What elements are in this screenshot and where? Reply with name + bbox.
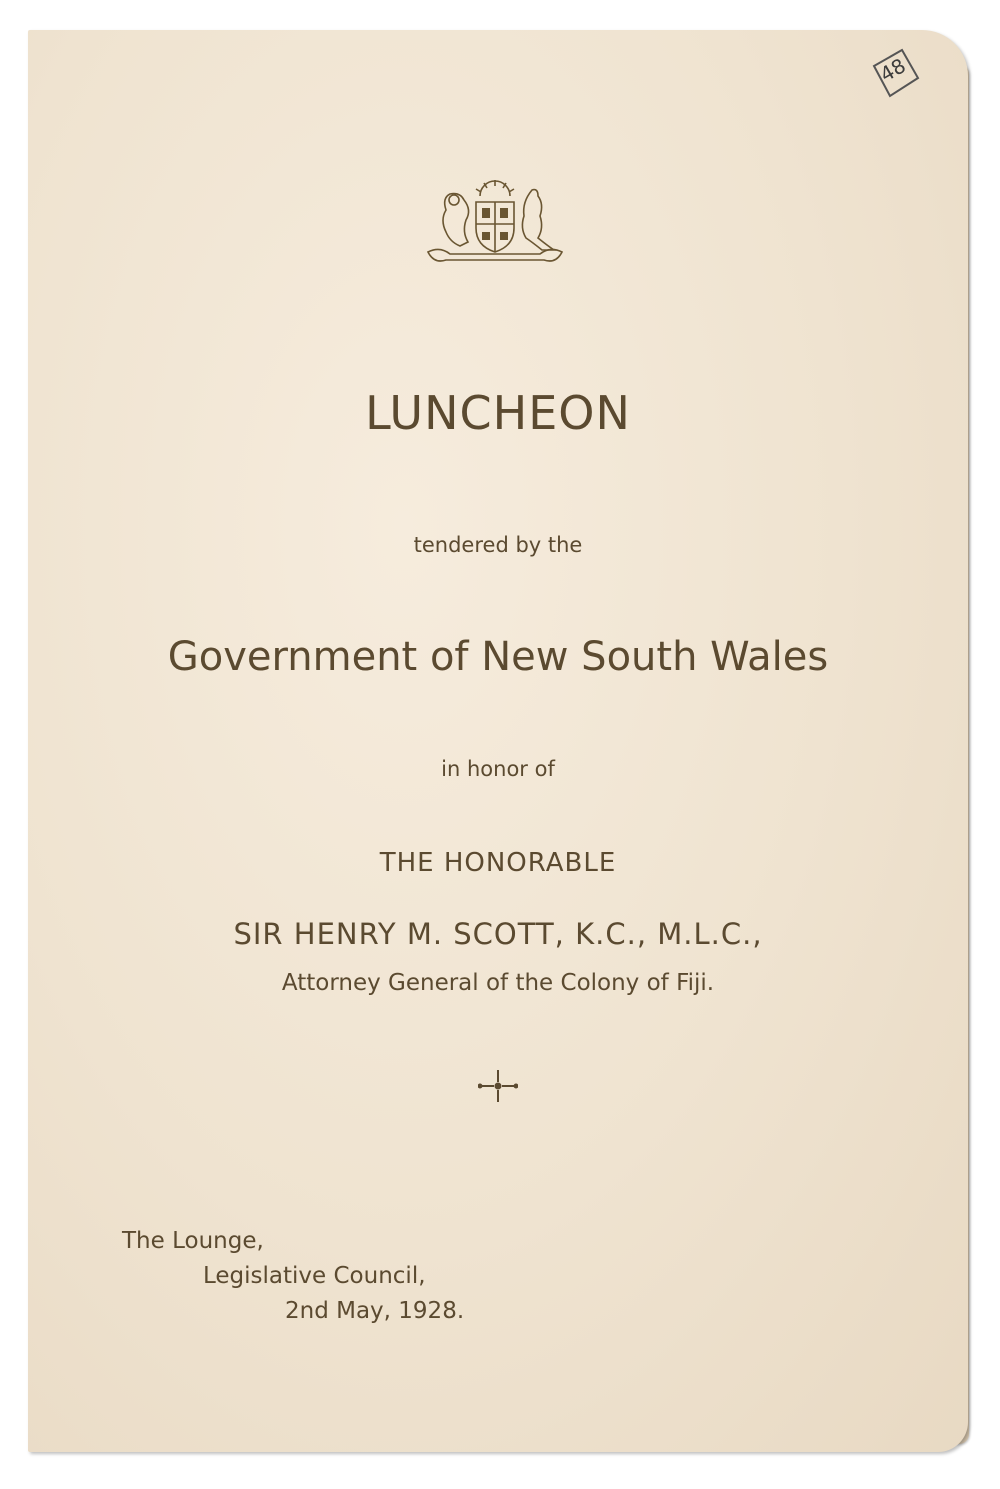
card-title: LUNCHEON: [365, 386, 631, 440]
date-line: 2nd May, 1928.: [285, 1298, 465, 1324]
host-name: Government of New South Wales: [167, 634, 829, 680]
nsw-coat-of-arms-icon: [420, 180, 570, 270]
guest-role: Attorney General of the Colony of Fiji.: [281, 970, 715, 996]
cross-ornament-icon: [478, 1068, 518, 1104]
venue-line-2: Legislative Council,: [203, 1263, 426, 1289]
venue-line-1: The Lounge,: [122, 1228, 264, 1254]
honorific: THE HONORABLE: [379, 848, 617, 878]
honor-line: in honor of: [441, 757, 555, 781]
guest-name: SIR HENRY M. SCOTT, K.C., M.L.C.,: [233, 917, 763, 951]
archive-number: 48: [875, 53, 910, 87]
tendered-line: tendered by the: [413, 533, 583, 557]
